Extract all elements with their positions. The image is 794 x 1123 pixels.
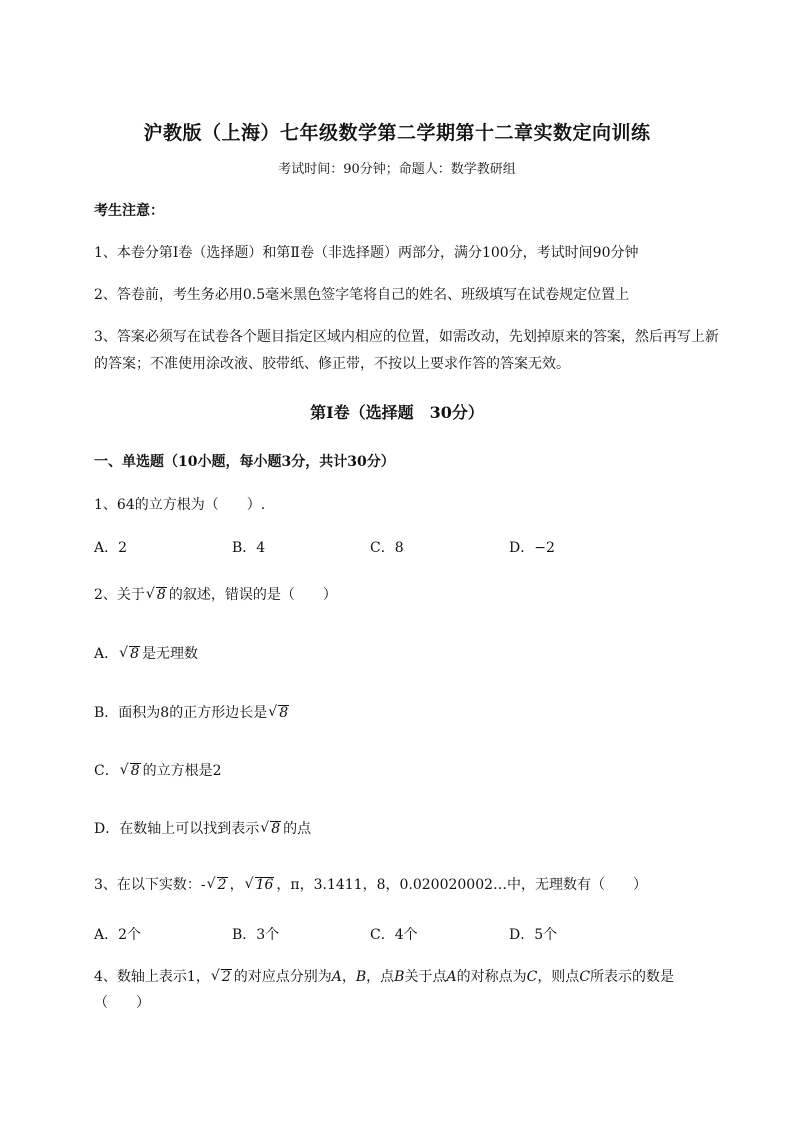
- separator: ，: [229, 877, 244, 893]
- sqrt-symbol: [147, 587, 167, 603]
- point-label: C: [526, 969, 538, 985]
- point-label: B: [355, 969, 367, 985]
- q4-text: ，: [341, 969, 356, 985]
- sqrt-symbol: [212, 969, 232, 985]
- q4-answer-parentheses: （ ）: [94, 995, 150, 1011]
- q4-text: ，点: [366, 969, 395, 985]
- sqrt-symbol: [208, 877, 228, 893]
- sqrt-symbol: [120, 646, 140, 662]
- section-title: 第I卷（选择题 30分）: [310, 403, 484, 422]
- point-label: A: [446, 969, 457, 985]
- q4-text: 的对应点分别为: [233, 969, 332, 985]
- q1-stem: 1、64的立方根为（ ）.: [94, 497, 266, 513]
- point-label: C: [579, 969, 591, 985]
- q3-stem-post: ，π，3.1411，8，0.020020002…中，无理数有（ ）: [276, 877, 648, 893]
- notice-item-1: 1、本卷分第I卷（选择题）和第Ⅱ卷（非选择题）两部分，满分100分，考试时间90分钟: [94, 245, 639, 261]
- q2-stem-pre: 2、关于: [94, 587, 145, 603]
- page-title: 沪教版（上海）七年级数学第二学期第十二章实数定向训练: [143, 122, 651, 144]
- option-text: 的点: [283, 821, 312, 837]
- notice-item-2: 2、答卷前，考生务必用0.5毫米黑色签字笔将自己的姓名、班级填写在试卷规定位置上: [94, 287, 630, 303]
- q3-option-b: B．3个: [232, 927, 280, 943]
- radicand: 8: [130, 763, 140, 779]
- q3-option-c: C．4个: [370, 927, 418, 943]
- option-label: C．: [94, 763, 119, 779]
- q2-stem: [94, 584, 337, 604]
- q2-option-c: [94, 760, 222, 780]
- radicand: 8: [271, 821, 281, 837]
- part-heading: 一、单选题（10小题，每小题3分，共计30分）: [94, 454, 395, 470]
- q4-text: 所表示的数是: [590, 969, 675, 985]
- q3-option-a: A．2个: [94, 927, 142, 943]
- sqrt-symbol: [269, 705, 289, 721]
- exam-info: 考试时间：90分钟；命题人：数学教研组: [278, 162, 516, 177]
- radicand: 8: [279, 705, 289, 721]
- q1-option-d: D．−2: [509, 540, 555, 556]
- q3-stem: [94, 874, 647, 894]
- radicand: 16: [255, 877, 274, 893]
- q1-option-b: B．4: [232, 540, 266, 556]
- option-label: A．: [94, 646, 119, 662]
- option-text: B．面积为8的正方形边长是: [94, 705, 268, 721]
- option-text: 的立方根是2: [142, 763, 222, 779]
- notice-heading: 考生注意：: [94, 203, 164, 219]
- q2-option-d: [94, 818, 311, 838]
- q3-option-d: D．5个: [509, 927, 558, 943]
- q3-stem-pre: 3、在以下实数：-: [94, 877, 206, 893]
- q2-option-a: [94, 643, 198, 663]
- q4-text: 关于点: [404, 969, 447, 985]
- point-label: B: [394, 969, 405, 985]
- notice-item-3-line-2: 的答案；不准使用涂改液、胶带纸、修正带，不按以上要求作答的答案无效。: [94, 356, 570, 372]
- sqrt-symbol: [121, 763, 141, 779]
- radicand: 8: [130, 646, 140, 662]
- q4-text: ，则点: [537, 969, 580, 985]
- option-text: 是无理数: [142, 646, 199, 662]
- sqrt-symbol: [261, 821, 281, 837]
- radicand: 2: [221, 969, 231, 985]
- q2-option-b: [94, 702, 291, 722]
- option-text: D．在数轴上可以找到表示: [94, 821, 260, 837]
- q4-text: 的对称点为: [456, 969, 527, 985]
- sqrt-symbol: [246, 877, 275, 893]
- point-label: A: [331, 969, 342, 985]
- q4-text: 4、数轴上表示1，: [94, 969, 210, 985]
- q2-stem-post: 的叙述，错误的是（ ）: [168, 587, 337, 603]
- q4-stem: [94, 966, 674, 986]
- radicand: 8: [156, 587, 166, 603]
- q1-option-c: C．8: [370, 540, 404, 556]
- q1-option-a: A．2: [94, 540, 128, 556]
- notice-item-3-line-1: 3、答案必须写在试卷各个题目指定区域内相应的位置，如需改动，先划掉原来的答案，然后再写上新: [94, 329, 719, 345]
- radicand: 2: [217, 877, 227, 893]
